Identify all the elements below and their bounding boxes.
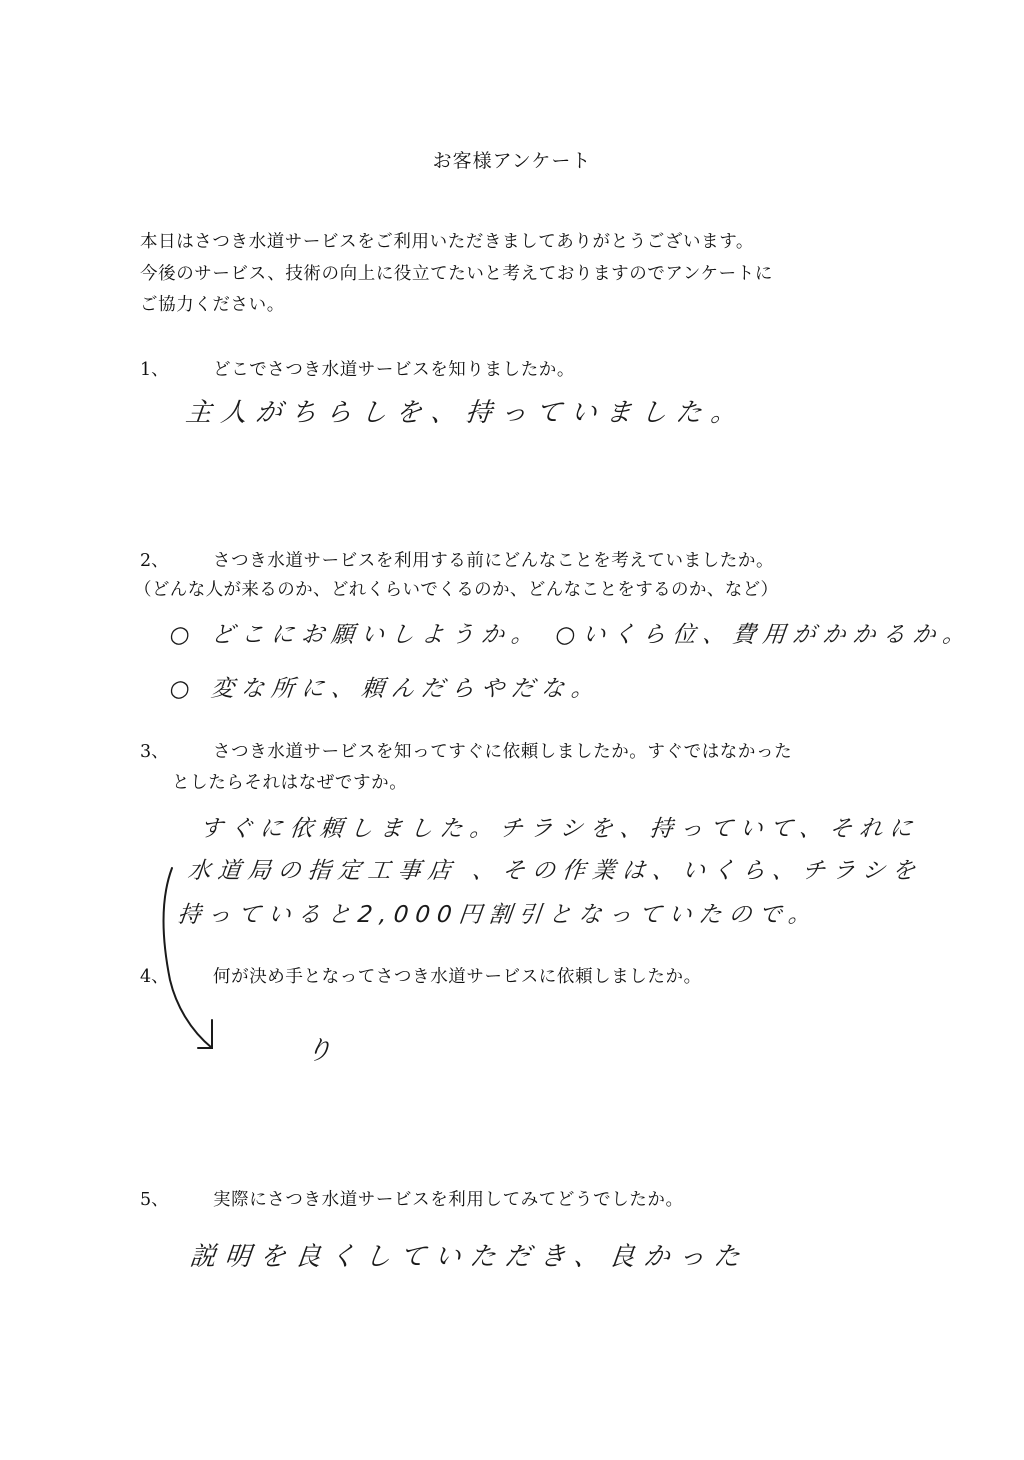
question-3-number: 3、 <box>140 742 169 762</box>
answer-5-handwritten: 説明を良くしていただき、良かった <box>188 1242 751 1272</box>
question-3-text-line-2: としたらそれはなぜですか。 <box>172 773 408 793</box>
answer-1-handwritten: 主人がちらしを、持っていました。 <box>184 398 748 428</box>
answer-3-line-3: 持っていると2,000円割引となっていたので。 <box>176 902 820 928</box>
answer-4-handwritten: り <box>304 1036 334 1066</box>
answer-3-line-1: すぐに依頼しました。チラシを、持っていて、それに <box>198 816 921 842</box>
intro-line-3: ご協力ください。 <box>140 295 285 315</box>
page-title: お客様アンケート <box>432 150 592 172</box>
question-3-text: さつき水道サービスを知ってすぐに依頼しましたか。すぐではなかった <box>213 742 793 762</box>
question-1-number: 1、 <box>140 360 169 380</box>
question-2-subtext: （どんな人が来るのか、どれくらいでくるのか、どんなことをするのか、など） <box>134 580 779 600</box>
question-4-text: 何が決め手となってさつき水道サービスに依頼しましたか。 <box>213 967 702 987</box>
intro-line-1: 本日はさつき水道サービスをご利用いただきましてありがとうございます。 <box>140 232 754 252</box>
question-2-text: さつき水道サービスを利用する前にどんなことを考えていましたか。 <box>213 551 775 571</box>
intro-line-2: 今後のサービス、技術の向上に役立てたいと考えておりますのでアンケートに <box>140 264 773 284</box>
question-1-text: どこでさつき水道サービスを知りましたか。 <box>213 360 575 380</box>
question-4-number: 4、 <box>140 967 169 987</box>
question-2-number: 2、 <box>140 551 169 571</box>
question-5-number: 5、 <box>140 1190 169 1210</box>
answer-2-line-2: ○ 変な所に、頼んだらやだな。 <box>168 676 603 702</box>
question-5-text: 実際にさつき水道サービスを利用してみてどうでしたか。 <box>213 1190 684 1210</box>
answer-2-line-1: ○ どこにお願いしようか。 ○いくら位、費用がかかるか。 <box>168 622 974 648</box>
answer-3-line-2: 水道局の指定工事店 、その作業は、いくら、チラシを <box>186 858 924 884</box>
